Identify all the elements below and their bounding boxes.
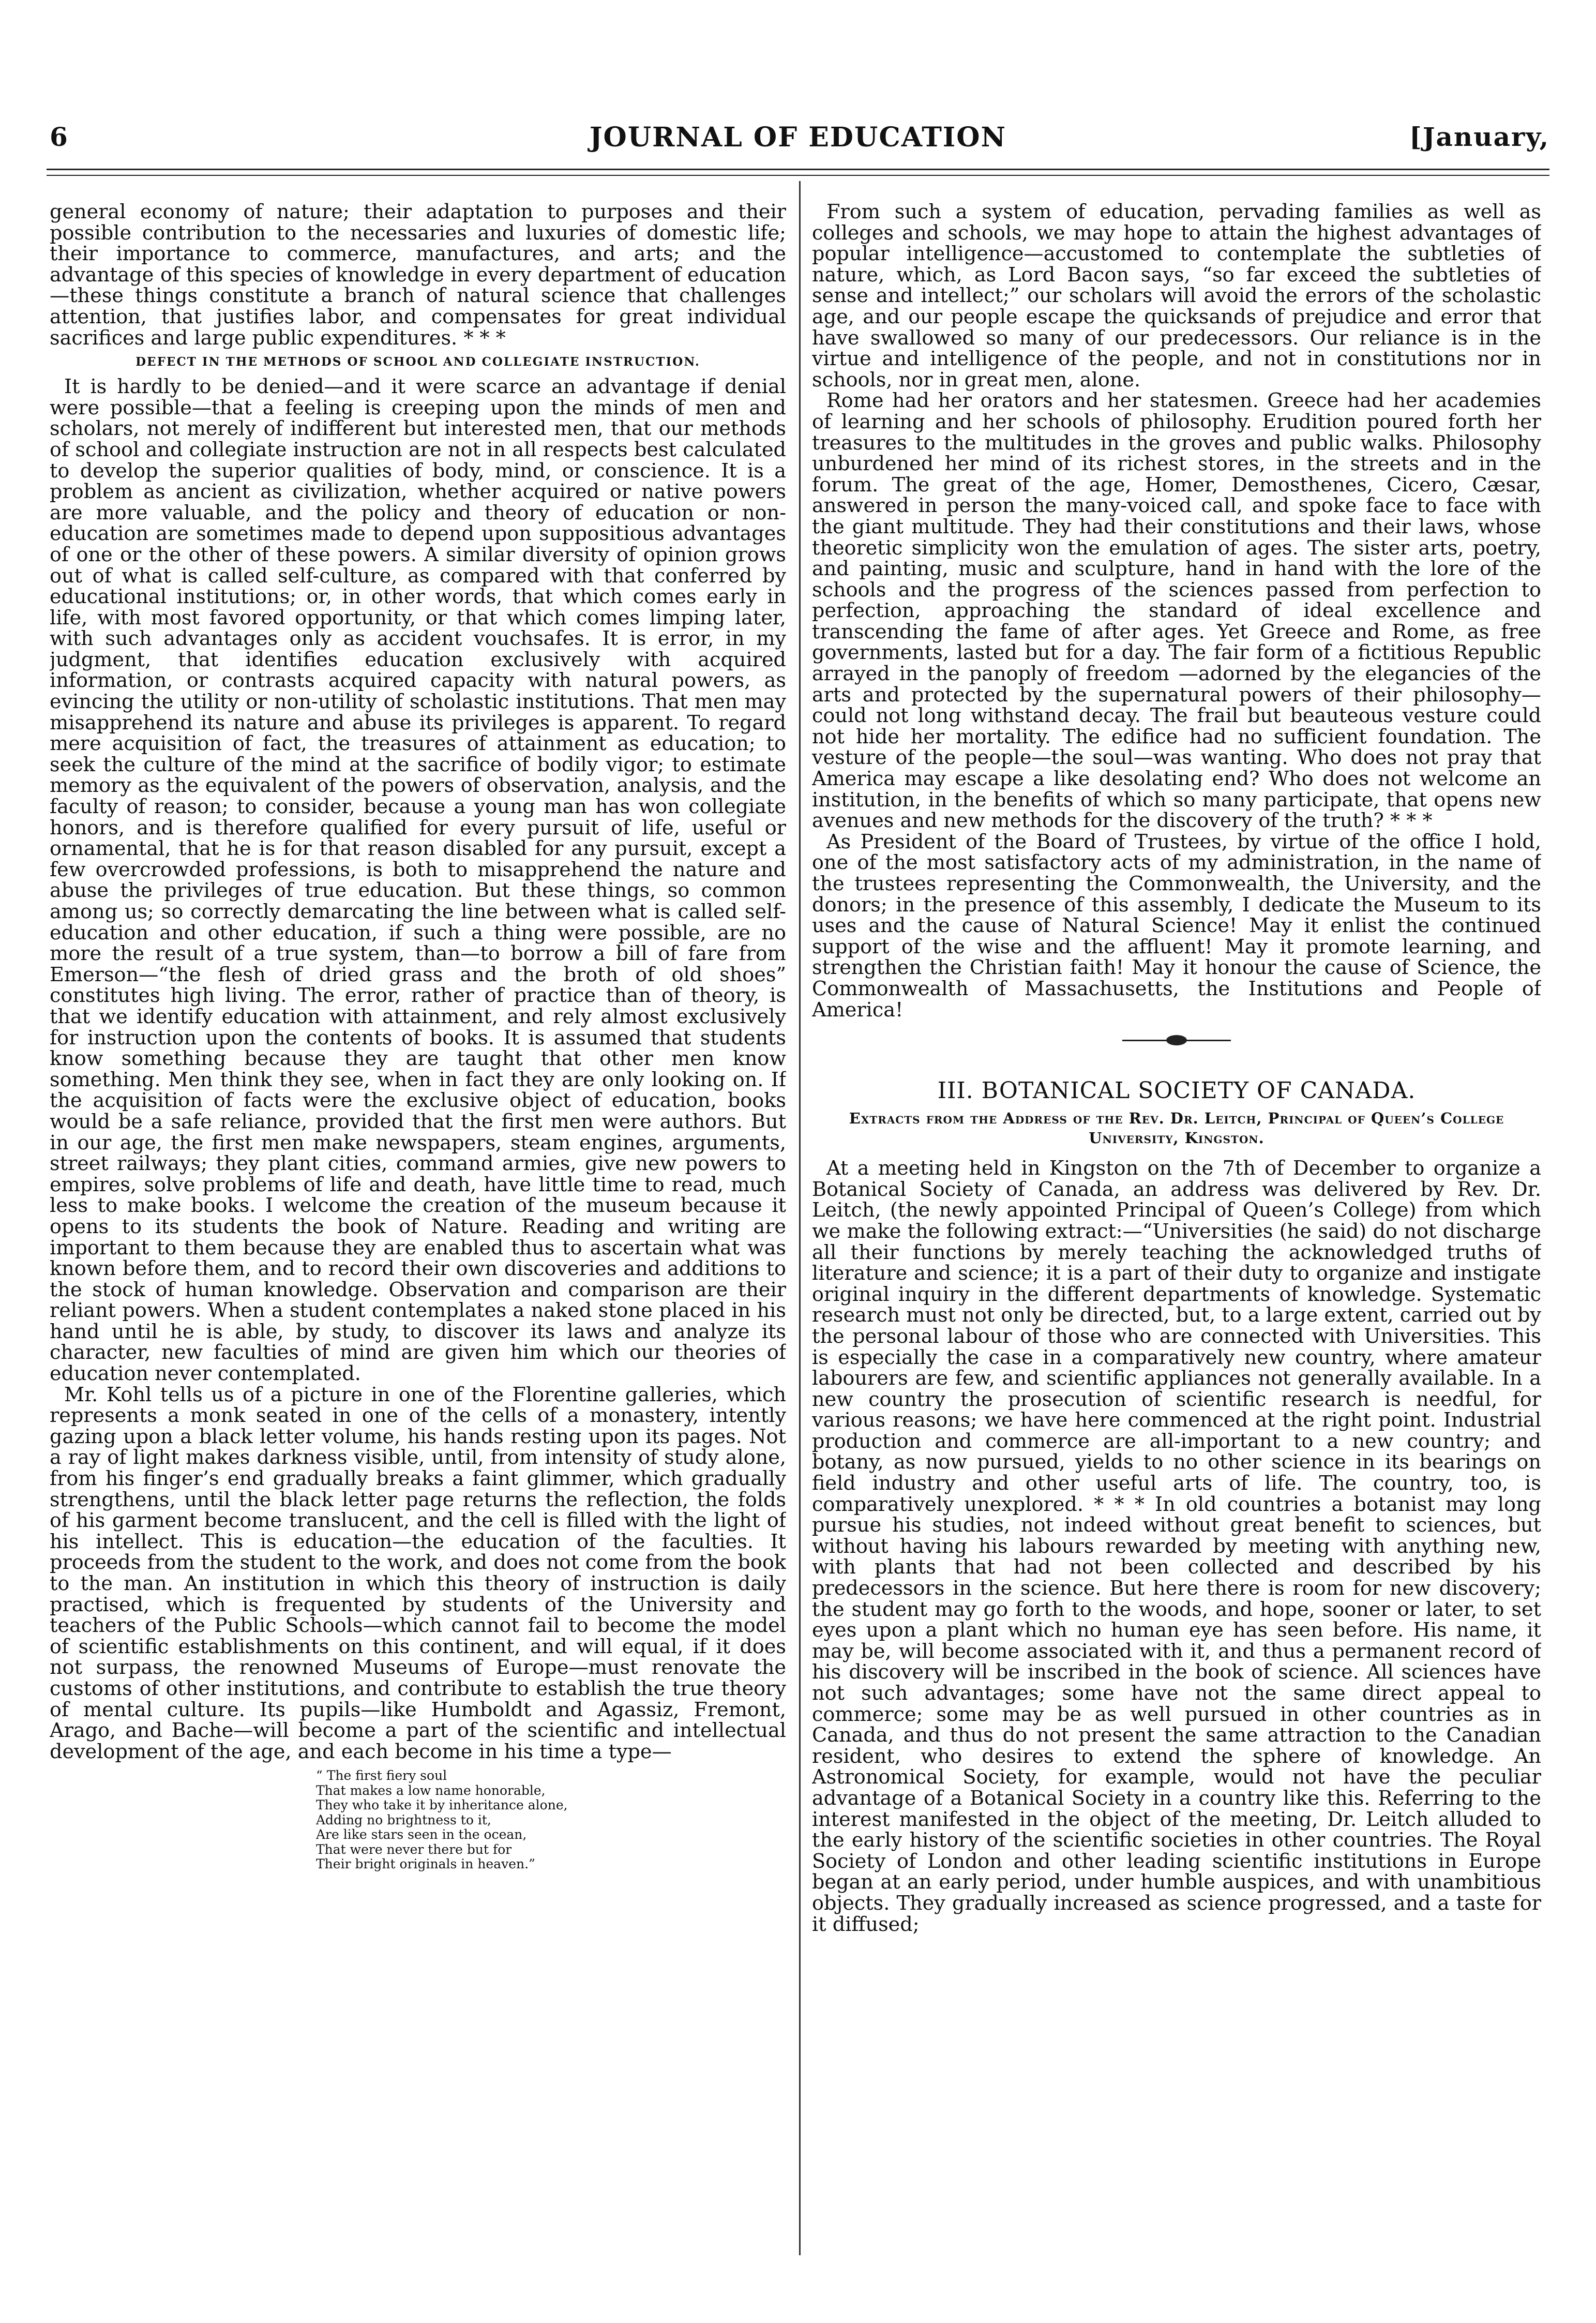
paragraph: At a meeting held in Kingston on the 7th of December to organize a Botanical Society of Canada, an address was delivered by Rev. Dr. Leitch, (the newly appointed Principal of Queen’s College) from which we make the following extract:—“Universities (he said) do not discharge all their functions by merely teaching the acknowledged truths of literature and science; it is a part of their duty to organize and instigate original inquiry in the different departments of knowledge. Systematic research must not only be directed, but, to a large extent, carried out by the personal labour of those who are connected with Universities. This is especially the case in a comparatively new country, where amateur labourers are few, and scientific appliances not generally available. In a new country the prosecution of scientific research is needful, for various reasons; we have here commenced at the right point. Industrial production and commerce are all-important to a new country; and botany, as now pursued, yields to no other science in its bearings on field industry and other useful arts of life. The country, too, is comparatively unexplored. * * * In old countries a botanist may long pursue his studies, not indeed without great benefit to sciences, but without having his labours rewarded by meeting with anything new, with plants that had not been collected and described by his predecessors in the science. But here there is room for new discovery; the student may go forth to the woods, and hope, sooner or later, to set eyes upon a plant which no human eye has seen before. His name, it may be, will become associated with it, and thus a permanent record of his discovery will be inscribed in the book of science. All sciences have not such advantages; some have not the same direct appeal to commerce; some may be as well pursued in other countries as in Canada, and thus do not present the same attraction to the Canadian resident, who desires to extend the sphere of knowledge. An Astronomical Society, for example, would not have the peculiar advantage of a Botanical Society in a country like this. Referring to the interest manifested in the object of the meeting, Dr. Leitch alluded to the early history of the scientific societies in other countries. The Royal Society of London and other leading scientific institutions in Europe began at an early period, under humble auspices, and with unambitious objects. They gradually increased as science progressed, and a taste for it diffused; <box>812 1157 1541 1936</box>
header-rule-bottom <box>47 175 1549 176</box>
issue-month: [January, <box>1409 122 1549 152</box>
verse-line: “ The first fiery soul <box>316 1768 447 1784</box>
verse-line: Are like stars seen in the ocean, <box>316 1827 527 1842</box>
section-title: III. BOTANICAL SOCIETY OF CANADA. <box>937 1077 1416 1104</box>
running-header <box>47 122 1549 158</box>
paragraph: It is hardly to be denied—and it were scarce an advantage if denial were possible—that a feeling is creeping upon the minds of men and scholars, not merely of indifferent but interested men, that our methods of school and collegiate instruction are not in all respects best calculated to develop the superior qualities of body, mind, or conscience. It is a problem as ancient as civilization, whether acquired or native powers are more valuable, and the policy and theory of education or non-education are sometimes made to depend upon suppositious advantages of one or the other of these powers. A similar diversity of opinion grows out of what is called self-culture, as compared with that conferred by educational institutions; or, in other words, that which comes early in life, with most favored opportunity, or that which comes limping later, with such advantages only as accident vouchsafes. It is error, in my judgment, that identifies education exclusively with acquired information, or contrasts acquired capacity with natural powers, as evincing the utility or non-utility of scholastic institutions. That men may misapprehend its nature and abuse its privileges is apparent. To regard mere acquisition of fact, the treasures of attainment as education; to seek the culture of the mind at the sacrifice of bodily vigor; to estimate memory as the equivalent of the powers of observation, analysis, and the faculty of reason; to consider, because a young man has won collegiate honors, and is therefore qualified for every pursuit of life, useful or ornamental, that he is for that reason disabled for any pursuit, except a few overcrowded professions, is both to misapprehend the nature and abuse the privileges of true education. But these things, so common among us; so correctly demarcating the line between what is called self-education and other education, if such a thing were possible, are no more the result of a true system, than—to borrow a bill of fare from Emerson—“the flesh of dried grass and the broth of old shoes” constitutes high living. The error, rather of practice than of theory, is that we identify education with attainment, and rely almost exclusively for instruction upon the contents of books. It is assumed that students know something because they are taught that other men know something. Men think they see, when in fact they are only looking on. If the acquisition of facts were the exclusive object of education, books would be a safe reliance, provided that the first men were authors. But in our age, the first men make newspapers, steam engines, arguments, street railways; they plant cities, command armies, give new powers to empires, solve problems of life and death, have little time to read, much less to make books. I welcome the creation of the museum because it opens to its students the book of Nature. Reading and writing are important to them because they are enabled thus to ascertain what was known before them, and to record their own discoveries and additions to the stock of human knowledge. Observation and comparison are their reliant powers. When a student contemplates a naked stone placed in his hand until he is able, by study, to discover its laws and analyze its character, new faculties of mind are given him which our theories of education never contemplated. <box>50 376 786 1386</box>
right-column <box>812 202 1541 2271</box>
paragraph: general economy of nature; their adaptation to purposes and their possible contribution to the necessaries and luxuries of domestic life; their importance to commerce, manufactures, and arts; and the advantage of this species of knowledge in every department of education—these things constitute a branch of natural science that challenges attention, that justifies labor, and compensates for great individual sacrifices and large public expenditures. * * * <box>50 202 786 350</box>
paragraph: As President of the Board of Trustees, by virtue of the office I hold, one of the most satisfactory acts of my administration, in the name of the trustees representing the Commonwealth, the University, and the donors; in the presence of this assembly, I dedicate the Museum to its uses and the cause of Natural Science! May it enlist the continued support of the wise and the affluent! May it promote learning, and strengthen the Christian faith! May it honour the cause of Science, the Commonwealth of Massachusetts, the Institutions and People of America! <box>812 830 1541 1022</box>
verse-line: They who take it by inheritance alone, <box>316 1797 568 1813</box>
subheading: DEFECT IN THE METHODS OF SCHOOL AND COLLEGIATE INSTRUCTION. <box>135 355 700 369</box>
paragraph: Rome had her orators and her statesmen. Greece had her academies of learning and her schools of philosophy. Erudition poured forth her treasures to the multitudes in the groves and public walks. Philosophy unburdened her mind of its richest stores, in the streets and in the forum. The great of the age, Homer, Demosthenes, Cicero, Cæsar, answered in person the many-voiced call, and spoke face to face with the giant multitude. They had their constitutions and their laws, whose theoretic simplicity won the emulation of ages. The sister arts, poetry, and painting, music and sculpture, hand in hand with the lore of the schools and the progress of the sciences passed from perfection to perfection, approaching the standard of ideal excellence and transcending the fame of after ages. Yet Greece and Rome, as free governments, lasted but for a day. The fair form of a fictitious Republic arrayed in the panoply of freedom —adorned by the elegancies of the arts and protected by the supernatural powers of their philosophy—could not long withstand decay. The frail but beauteous vesture could not hide her mortality. The edifice had no sufficient foundation. The vesture of the people—the soul—was wanting. Who does not pray that America may escape a like desolating end? Who does not welcome an institution, in the benefits of which so many participate, that opens new avenues and new methods for the discovery of the truth? * * * <box>812 389 1541 833</box>
verse-line: That makes a low name honorable, <box>316 1782 546 1798</box>
verse-line: Adding no brightness to it, <box>316 1812 491 1827</box>
section-subtitle: Extracts from the Address of the Rev. Dr. Leitch, Principal of Queen’s College University, Kingston. <box>849 1110 1504 1147</box>
verse-line: Their bright originals in heaven.” <box>316 1856 535 1872</box>
column-divider <box>799 181 801 2255</box>
ornamental-divider <box>1122 1034 1231 1046</box>
page-number: 6 <box>50 122 68 152</box>
header-rule-top <box>47 169 1549 170</box>
paragraph: From such a system of education, pervading families as well as colleges and schools, we may hope to attain the highest advantages of popular intelligence—accustomed to contemplate the subtleties of nature, which, as Lord Bacon says, “so far exceed the subtleties of sense and intellect;” our scholars will avoid the errors of the scholastic age, and our people escape the quicksands of prejudice and error that have swallowed so many of our predecessors. Our reliance is in the virtue and intelligence of the people, and not in constitutions nor in schools, nor in great men, alone. <box>812 202 1541 392</box>
quoted-verse <box>316 1769 786 1872</box>
paragraph: Mr. Kohl tells us of a picture in one of the Florentine galleries, which represents a monk seated in one of the cells of a monastery, intently gazing upon a black letter volume, his hands resting upon its pages. Not a ray of light makes darkness visible, until, from intensity of study alone, from his finger’s end gradually breaks a faint glimmer, which gradually strengthens, until the black letter page returns the reflection, the folds of his garment become translucent, and the cell is filled with the light of his intellect. This is education—the education of the faculties. It proceeds from the student to the work, and does not come from the book to the man. An institution in which this theory of instruction is daily practised, which is frequented by students of the University and teachers of the Public Schools—which cannot fail to become the model of scientific establishments on this continent, and will equal, if it does not surpass, the renowned Museums of Europe—must renovate the customs of other institutions, and contribute to establish the true theory of mental culture. Its pupils—like Humboldt and Agassiz, Fremont, Arago, and Bache—will become a part of the scientific and intellectual development of the age, and each become in his time a type— <box>50 1383 786 1763</box>
divider-ornament <box>1166 1035 1187 1045</box>
verse-line: That were never there but for <box>316 1841 512 1857</box>
left-column <box>50 202 786 2235</box>
journal-title: JOURNAL OF EDUCATION <box>589 122 1007 153</box>
